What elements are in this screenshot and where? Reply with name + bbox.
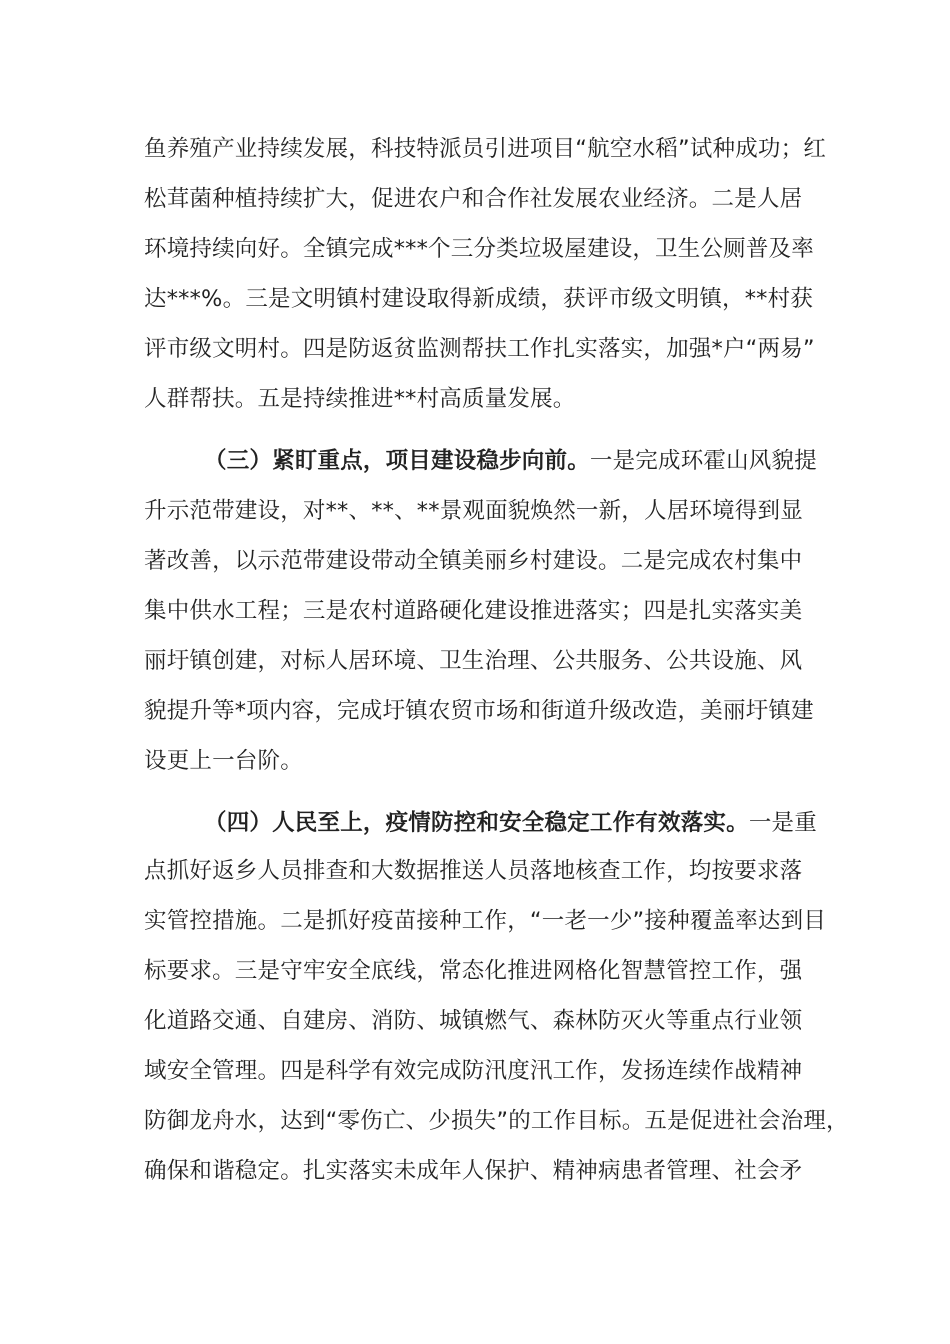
paragraph-first-line [204, 808, 817, 838]
text-line: 确保和谐稳定。扎实落实未成年人保护、精神病患者管理、社会矛 [144, 1158, 803, 1184]
text-line: 鱼养殖产业持续发展，科技特派员引进项目“航空水稻”试种成功；红 [144, 136, 827, 162]
section-heading: （四）人民至上，疫情防控和安全稳定工作有效落实。 [204, 810, 749, 836]
text-line: 实管控措施。二是抓好疫苗接种工作，“一老一少”接种覆盖率达到目 [144, 908, 827, 934]
text-line: 点抓好返乡人员排查和大数据推送人员落地核查工作，均按要求落 [144, 858, 803, 884]
text-line: 化道路交通、自建房、消防、城镇燃气、森林防灭火等重点行业领 [144, 1008, 803, 1034]
text-line: 著改善，以示范带建设带动全镇美丽乡村建设。二是完成农村集中 [144, 548, 803, 574]
text-line: 防御龙舟水，达到“零伤亡、少损失”的工作目标。五是促进社会治理， [144, 1108, 849, 1134]
text-line: 貌提升等*项内容，完成圩镇农贸市场和街道升级改造，美丽圩镇建 [144, 698, 814, 724]
text-line: 集中供水工程；三是农村道路硬化建设推进落实；四是扎实落实美 [144, 598, 803, 624]
text-line: 设更上一台阶。 [144, 748, 303, 774]
section-heading: （三）紧盯重点，项目建设稳步向前。 [204, 448, 590, 474]
text-line: 松茸菌种植持续扩大，促进农户和合作社发展农业经济。二是人居 [144, 186, 803, 212]
text-line: 丽圩镇创建，对标人居环境、卫生治理、公共服务、公共设施、风 [144, 648, 803, 674]
text-line: 环境持续向好。全镇完成***个三分类垃圾屋建设，卫生公厕普及率 [144, 236, 814, 262]
heading-continuation: 一是完成环霍山风貌提 [589, 448, 817, 474]
text-line: 标要求。三是守牢安全底线，常态化推进网格化智慧管控工作，强 [144, 958, 803, 984]
text-line: 达***%。三是文明镇村建设取得新成绩，获评市级文明镇，**村获 [144, 286, 814, 312]
heading-continuation: 一是重 [748, 810, 817, 836]
paragraph-first-line [204, 446, 817, 476]
text-line: 升示范带建设，对**、**、**景观面貌焕然一新，人居环境得到显 [144, 498, 803, 524]
text-line: 评市级文明村。四是防返贫监测帮扶工作扎实落实，加强*户“两易” [144, 336, 815, 362]
text-line: 人群帮扶。五是持续推进**村高质量发展。 [144, 386, 576, 412]
text-line: 域安全管理。四是科学有效完成防汛度汛工作，发扬连续作战精神 [144, 1058, 803, 1084]
